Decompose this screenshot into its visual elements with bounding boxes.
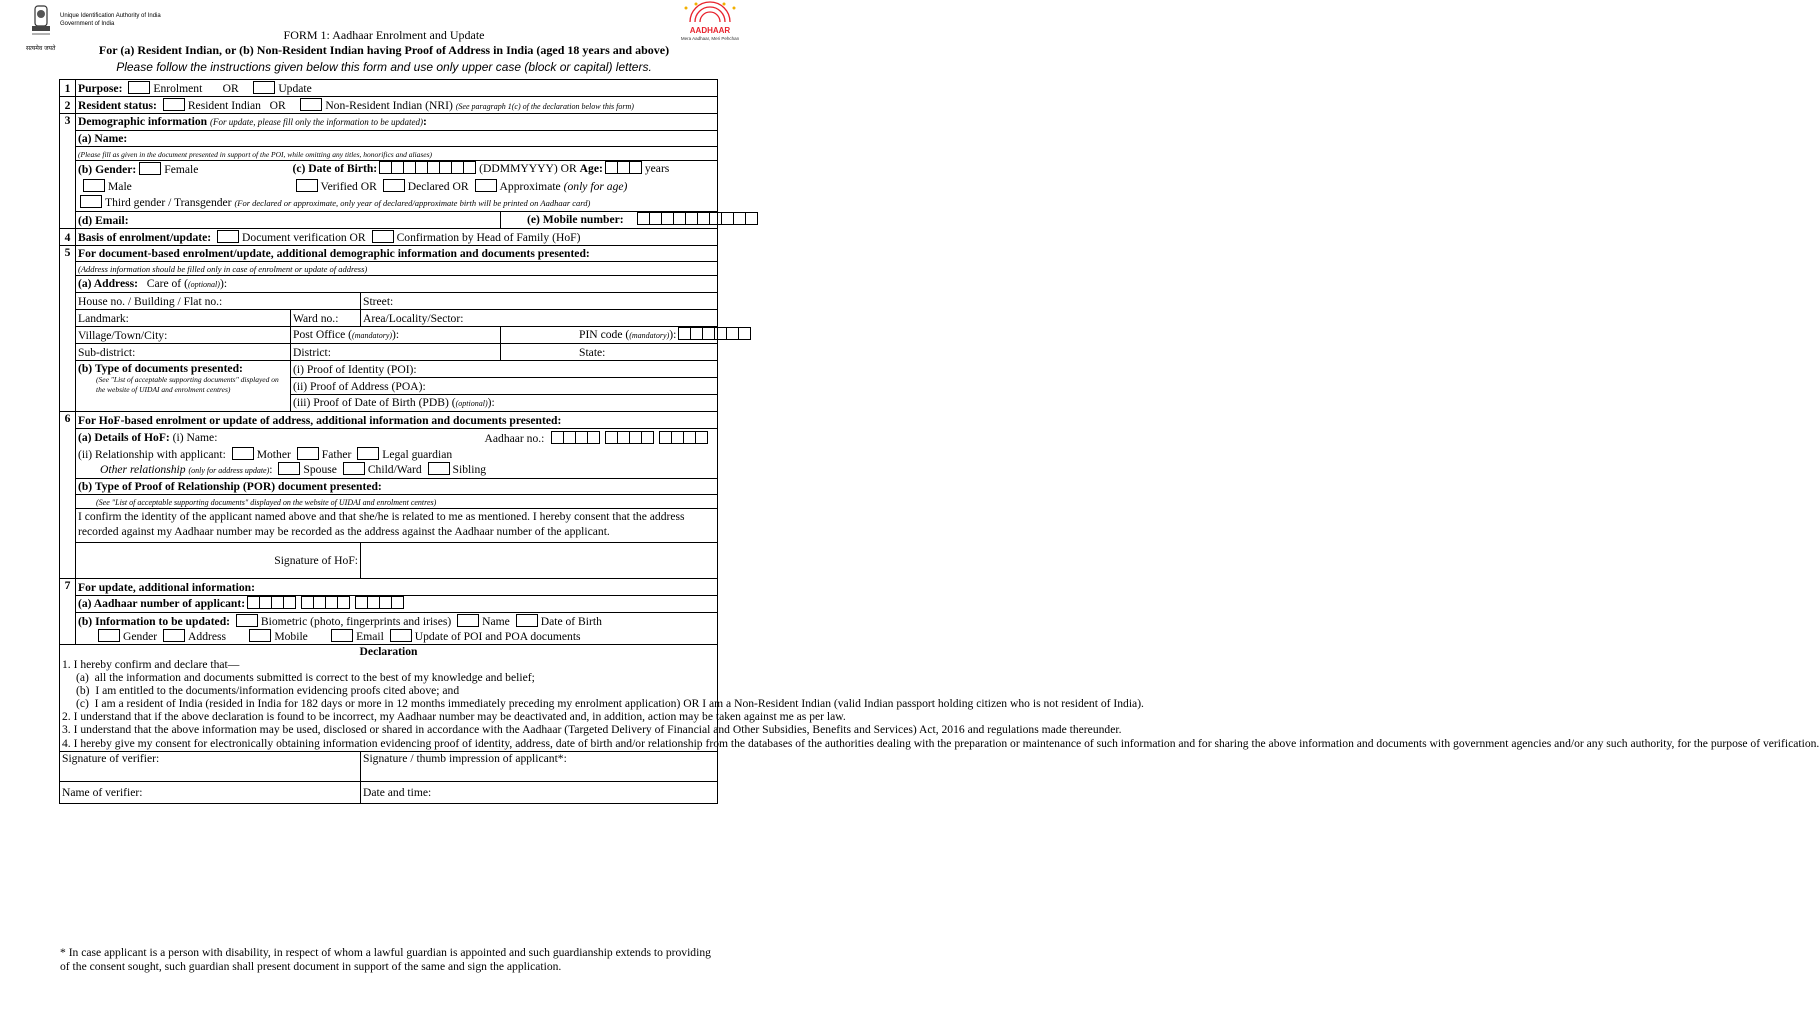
approximate-checkbox[interactable]: [475, 179, 497, 192]
or-text: OR: [452, 180, 469, 193]
demographic-note: (For update, please fill only the information to be updated): [210, 117, 424, 127]
resident-indian-option: Resident Indian: [187, 98, 261, 112]
post-office-label: Post Office: [293, 328, 346, 341]
pin-boxes[interactable]: [679, 327, 751, 343]
dob-label: (c) Date of Birth:: [292, 162, 378, 176]
section-number: 6: [60, 412, 76, 579]
hof-details-label: (a) Details of HoF:: [78, 430, 170, 444]
document-verification-checkbox[interactable]: [217, 230, 239, 243]
hof-signature-field[interactable]: [361, 543, 718, 579]
spouse-checkbox[interactable]: [278, 462, 300, 475]
por-note: (See "List of acceptable supporting documents" displayed on the website of UIDAI and enrolment centres): [96, 498, 437, 507]
section-number: 7: [60, 579, 76, 645]
dob-note: (For declared or approximate, only year of declared/approximate birth will be printed on Aadhaar card): [234, 198, 591, 209]
legal-guardian-checkbox[interactable]: [357, 447, 379, 460]
declared-checkbox[interactable]: [383, 179, 405, 192]
section-hof: [60, 412, 718, 429]
email-update-option: Email: [356, 630, 384, 644]
por-label: (b) Type of Proof of Relationship (POR) document presented:: [78, 480, 382, 493]
other-relationship-note: (only for address update): [188, 466, 270, 476]
or-text: OR: [360, 180, 377, 193]
documents-type-label: (b) Type of documents presented:: [78, 362, 243, 375]
address-update-option: Address: [188, 630, 227, 644]
child-ward-option: Child/Ward: [367, 463, 422, 477]
verifier-signature-label: Signature of verifier:: [62, 752, 160, 765]
hof-confirmation-option: Confirmation by Head of Family (HoF): [396, 231, 581, 244]
demographic-label: Demographic information: [78, 115, 208, 128]
district-label: District:: [293, 345, 331, 359]
biometric-checkbox[interactable]: [236, 614, 258, 627]
female-checkbox[interactable]: [139, 162, 161, 175]
subdistrict-field[interactable]: [76, 344, 291, 361]
biometric-option: Biometric (photo, fingerprints and irises): [260, 614, 452, 628]
declaration-section: [60, 645, 718, 752]
name-note: (Please fill as given in the document presented in support of the POI, while omitting any titles, honorifics and aliases): [78, 150, 433, 159]
document-verification-option: Document verification OR: [242, 231, 366, 244]
hof-section-label: For HoF-based enrolment or update of address, additional information and documents presented:: [78, 413, 562, 427]
enrolment-option: Enrolment: [153, 82, 203, 95]
spouse-option: Spouse: [303, 463, 337, 477]
pin-label: PIN code: [579, 328, 623, 341]
relationship-label: (ii) Relationship with applicant:: [78, 447, 226, 461]
child-ward-checkbox[interactable]: [343, 462, 365, 475]
update-section-label: For update, additional information:: [78, 580, 255, 594]
hof-aadhaar-boxes-2[interactable]: [606, 431, 654, 447]
verifier-signature-field[interactable]: [60, 752, 361, 782]
pdb-field[interactable]: (iii) Proof of Date of Birth (PDB) ((optional)):: [291, 395, 718, 412]
approximate-option: Approximate: [499, 180, 561, 193]
name-update-checkbox[interactable]: [457, 614, 479, 627]
hof-signature-label: Signature of HoF:: [274, 554, 358, 567]
section-number: 1: [60, 80, 76, 97]
colon: :: [491, 396, 495, 409]
ward-field[interactable]: [291, 310, 361, 327]
address-update-checkbox[interactable]: [163, 629, 185, 642]
applicant-signature-label: Signature / thumb impression of applicant*:: [363, 752, 567, 765]
org-line-2: Government of India: [60, 21, 115, 27]
documents-note: (See "List of acceptable supporting documents" displayed on the website of UIDAI and enrolment centres): [96, 375, 279, 394]
emblem-caption: सत्यमेव जयते: [26, 45, 56, 52]
or-text: OR: [269, 98, 286, 112]
landmark-label: Landmark:: [78, 311, 129, 325]
purpose-label: Purpose:: [78, 82, 123, 95]
declared-option: Declared: [407, 180, 450, 193]
dob-update-checkbox[interactable]: [516, 614, 538, 627]
male-option: Male: [108, 180, 132, 193]
declaration-para-3: 3. I understand that the above information may be used, disclosed or shared in accordance with the Aadhaar (Targeted Delivery of Financial and Other Subsidies, Benefits and Services) Act, 2016 and regulations made thereunder.: [62, 723, 1122, 736]
optional-note: (optional): [455, 399, 488, 408]
update-option: Update: [278, 82, 312, 95]
approximate-note: (only for age): [563, 180, 628, 193]
section-basis: [60, 229, 718, 246]
address-note: (Address information should be filled only in case of enrolment or update of address): [78, 264, 368, 274]
poi-field[interactable]: [291, 361, 718, 378]
mandatory-note: (mandatory): [352, 331, 393, 340]
village-field[interactable]: [76, 327, 291, 344]
hof-name-label: (i) Name:: [172, 430, 218, 444]
basis-label: Basis of enrolment/update:: [78, 231, 212, 244]
hof-aadhaar-boxes-3[interactable]: [660, 431, 708, 447]
declaration-intro: 1. I hereby confirm and declare that—: [62, 658, 240, 671]
third-gender-option: Third gender / Transgender: [105, 196, 232, 210]
sibling-option: Sibling: [452, 463, 487, 477]
section-document-based: [60, 246, 718, 262]
care-of-label: Care of: [146, 277, 182, 290]
verified-option: Verified: [320, 180, 358, 193]
verified-checkbox[interactable]: [296, 179, 318, 192]
sibling-checkbox[interactable]: [428, 462, 450, 475]
ward-label: Ward no.:: [293, 311, 339, 325]
poi-poa-update-option: Update of POI and POA documents: [414, 630, 581, 644]
applicant-aadhaar-label: (a) Aadhaar number of applicant:: [78, 597, 246, 610]
poa-field[interactable]: [291, 378, 718, 395]
hof-confirmation-checkbox[interactable]: [372, 230, 394, 243]
pin-field[interactable]: PIN code ((mandatory)):: [501, 327, 718, 344]
colon: :: [673, 328, 677, 341]
gender-label: (b) Gender:: [78, 163, 137, 177]
post-office-field[interactable]: Post Office ((mandatory)):: [291, 327, 501, 344]
hof-aadhaar-label: Aadhaar no.:: [484, 431, 545, 445]
state-label: State:: [579, 345, 606, 359]
age-label: Age:: [579, 162, 603, 176]
nri-checkbox[interactable]: [300, 98, 322, 111]
section-resident-status: [60, 97, 718, 114]
dob-format: (DDMMYYYY) OR: [479, 162, 577, 176]
section-number: 5: [60, 246, 76, 412]
area-field[interactable]: [361, 310, 718, 327]
name-label: (a) Name:: [78, 132, 128, 145]
resident-status-note: (See paragraph 1(c) of the declaration below this form): [455, 101, 634, 111]
verifier-name-label: Name of verifier:: [62, 786, 143, 799]
house-label: House no. / Building / Flat no.:: [78, 294, 223, 308]
hof-aadhaar-boxes-1[interactable]: [552, 431, 600, 447]
nri-option: Non-Resident Indian (NRI): [325, 98, 453, 112]
section-purpose: [60, 80, 718, 97]
legal-guardian-option: Legal guardian: [382, 447, 453, 461]
male-checkbox[interactable]: [83, 179, 105, 192]
mobile-update-checkbox[interactable]: [249, 629, 271, 642]
declaration-para-2: 2. I understand that if the above declaration is found to be incorrect, my Aadhaar number may be deactivated and, in addition, action may be taken against me as per law.: [62, 710, 846, 723]
email-update-checkbox[interactable]: [331, 629, 353, 642]
other-relationship-label: Other relationship: [100, 463, 186, 477]
address-label: (a) Address:: [78, 277, 139, 290]
female-option: Female: [164, 163, 199, 177]
date-time-field[interactable]: [361, 782, 718, 804]
pdb-label: (iii) Proof of Date of Birth (PDB): [293, 396, 449, 409]
village-label: Village/Town/City:: [78, 328, 168, 342]
logo-text: AADHAAR: [689, 26, 731, 35]
email-label: (d) Email:: [78, 213, 129, 227]
form-header: [0, 0, 768, 78]
resident-indian-checkbox[interactable]: [163, 98, 185, 111]
update-checkbox[interactable]: [253, 81, 275, 94]
district-field[interactable]: [291, 344, 501, 361]
applicant-signature-field[interactable]: [361, 752, 718, 782]
street-label: Street:: [363, 294, 394, 308]
logo-tagline: Mera Aadhaar, Meri Pehchan: [680, 36, 740, 41]
colon: :: [423, 115, 427, 128]
dob-update-option: Date of Birth: [540, 614, 602, 628]
section-number: 4: [60, 229, 76, 246]
area-label: Area/Locality/Sector:: [363, 311, 464, 325]
uidai-text: [60, 12, 161, 28]
enrolment-form-table: 1 Purpose: Enrolment OR Update 2 Resident status: Resident Indian OR Non-Resident Indian (NRI) (See paragraph 1(c) of the declaration below this form) 3 Demographic information (For update, please fill only the information to be updated): (a) Name: (Please fill as given in the document presented in support of the POI, while omitting any titles, honorifics and aliases) (b) Gender: Female (c) Date of Birth: (DDMMYYYY) OR Age: years Male Verified OR Declared OR Approximate (only for age) Third gender / Transgender (For declared or approximate, only year of declared/approximate birth will be printed on Aadhaar card) (d) Email: (e) Mobile number: 4 Basis of enrolment/update: Document verification OR Confirmation by Head of Family (HoF) 5 For document-based enrolment/update, additional demographic information and documents presented: (Address information should be filled only in case of enrolment or update of address) (a) Address: Care of ((optional)): House no. / Building / Flat no.: Street: Landmark: Ward no.: Area/Locality/Sector: Village/Town/City: Post Office ((mandatory)): PIN code ((mandatory)): Sub-district: District: State: (b) Type of documents presented: (See "List of acceptable supporting documents" displayed on the website of UIDAI and enrolment centres) (i) Proof of Identity (POI): (ii) Proof of Address (POA): (iii) Proof of Date of Birth (PDB) ((optional)): 6 For HoF-based enrolment or update of address, additional information and documents presented: (a) Details of HoF: (i) Name: Aadhaar no.: (ii) Relationship with applicant: Mother Father Legal guardian Other relationship (only for address update): Spouse Child/Ward Sibling (b) Type of Proof of Relationship (POR) document presented: (See "List of acceptable supporting documents" displayed on the website of UIDAI and enrolment centres) I confirm the identity of the applicant named above and that she/he is related to me as mentioned. I hereby consent that the address recorded against my Aadhaar number may be recorded as the address against the Aadhaar number of the applicant. Signature of HoF: 7 For update, additional information: (a) Aadhaar number of applicant: (b) Information to be updated: Biometric (photo, fingerprints and irises) Name Date of Birth Gender Address Mobile Email Update of POI and POA documents Declaration 1. I hereby confirm and declare that— (a) all the information and documents submitted is correct to the best of my knowledge and belief; (b) I am entitled to the documents/information evidencing proofs cited above; and (c) I am a resident of India (resided in India for 182 days or more in 12 months immediately preceding my enrolment application) OR I am a Non-Resident Indian (valid Indian passport holding citizen who is not resident of India). 2. I understand that if the above declaration is found to be incorrect, my Aadhaar number may be deactivated and, in addition, action may be taken against me as per law. 3. I understand that the above information may be used, disclosed or shared in accordance with the Aadhaar (Targeted Delivery of Financial and Other Subsidies, Benefits and Services) Act, 2016 and regulations made thereunder. 4. I hereby give my consent for electronically obtaining information evidencing proof of identity, address, date of birth and/or relationship from the databases of the authorities dealing with the preparation or maintenance of such information and for sharing the above information and documents with government agencies and/or any such authority, for the purpose of verification. Signature of verifier: Signature / thumb impression of applicant*: Name of verifier: Date and time:: [59, 79, 718, 804]
footnote: * In case applicant is a person with disability, in respect of whom a lawful guardian is appointed and such guardianship extends to providing of the consent sought, such guardian shall present document in support of the same and sign the application.: [60, 946, 711, 973]
applicant-aadhaar-boxes-1[interactable]: [248, 596, 296, 612]
declaration-item-b: (b) I am entitled to the documents/information evidencing proofs cited above; and: [76, 684, 460, 697]
poa-label: (ii) Proof of Address (POA):: [293, 379, 426, 393]
section-number: 2: [60, 97, 76, 114]
hof-confirmation-text: I confirm the identity of the applicant named above and that she/he is related to me as mentioned. I hereby consent that the address recorded against my Aadhaar number may be recorded as the address against the Aadhaar number of the applicant.: [78, 510, 685, 538]
house-field[interactable]: [76, 293, 361, 310]
declaration-title: Declaration: [359, 645, 418, 658]
enrolment-checkbox[interactable]: [128, 81, 150, 94]
resident-status-label: Resident status:: [78, 98, 157, 112]
org-line-1: Unique Identification Authority of India: [60, 13, 161, 19]
declaration-item-c: (c) I am a resident of India (resided in India for 182 days or more in 12 months immediately preceding my enrolment application) OR I am a Non-Resident Indian (valid Indian passport holding citizen who is not resident of India).: [76, 697, 1144, 710]
poi-label: (i) Proof of Identity (POI):: [293, 362, 417, 376]
mobile-update-option: Mobile: [274, 630, 308, 644]
father-option: Father: [321, 447, 352, 461]
landmark-field[interactable]: [76, 310, 291, 327]
name-update-option: Name: [482, 614, 510, 628]
section-number: 3: [60, 114, 76, 229]
document-based-label: For document-based enrolment/update, additional demographic information and documents presented:: [78, 247, 590, 260]
form-title: FORM 1: Aadhaar Enrolment and Update: [283, 28, 485, 42]
applicant-aadhaar-boxes-2[interactable]: [302, 596, 350, 612]
or-text: OR: [222, 82, 239, 95]
street-field[interactable]: [361, 293, 718, 310]
verifier-name-field[interactable]: [60, 782, 361, 804]
optional-note: (optional): [187, 280, 220, 289]
subdistrict-label: Sub-district:: [78, 345, 136, 359]
dob-boxes[interactable]: [380, 161, 476, 177]
info-to-update-label: (b) Information to be updated:: [78, 614, 231, 628]
gender-update-checkbox[interactable]: [98, 629, 120, 642]
age-boxes[interactable]: [606, 161, 642, 177]
gender-update-option: Gender: [123, 630, 158, 644]
mother-option: Mother: [256, 447, 291, 461]
declaration-item-a: (a) all the information and documents submitted is correct to the best of my knowledge and belief;: [76, 671, 535, 684]
declaration-para-4: 4. I hereby give my consent for electronically obtaining information evidencing proof of identity, address, date of birth and/or relationship from the databases of the authorities dealing with the preparation or maintenance of such information and for sharing the above information and documents with government agencies and/or any such authority, for the purpose of verification.: [62, 737, 1819, 750]
section-update: [60, 579, 718, 596]
state-field[interactable]: [501, 344, 718, 361]
mobile-label: (e) Mobile number:: [527, 213, 624, 226]
form-instruction: Please follow the instructions given below this form and use only upper case (block or capital) letters.: [116, 60, 652, 74]
father-checkbox[interactable]: [297, 447, 319, 460]
mobile-boxes[interactable]: [638, 212, 758, 228]
colon: :: [223, 277, 228, 290]
poi-poa-update-checkbox[interactable]: [390, 629, 412, 642]
applicant-aadhaar-boxes-3[interactable]: [356, 596, 404, 612]
years-text: years: [644, 162, 670, 176]
third-gender-checkbox[interactable]: [80, 195, 102, 208]
date-time-label: Date and time:: [363, 786, 432, 799]
section-demographic: [60, 114, 718, 131]
colon: :: [395, 328, 400, 341]
mandatory-note: (mandatory): [629, 331, 670, 340]
mother-checkbox[interactable]: [232, 447, 254, 460]
form-subtitle: For (a) Resident Indian, or (b) Non-Resident Indian having Proof of Address in India (aged 18 years and above): [98, 43, 670, 57]
